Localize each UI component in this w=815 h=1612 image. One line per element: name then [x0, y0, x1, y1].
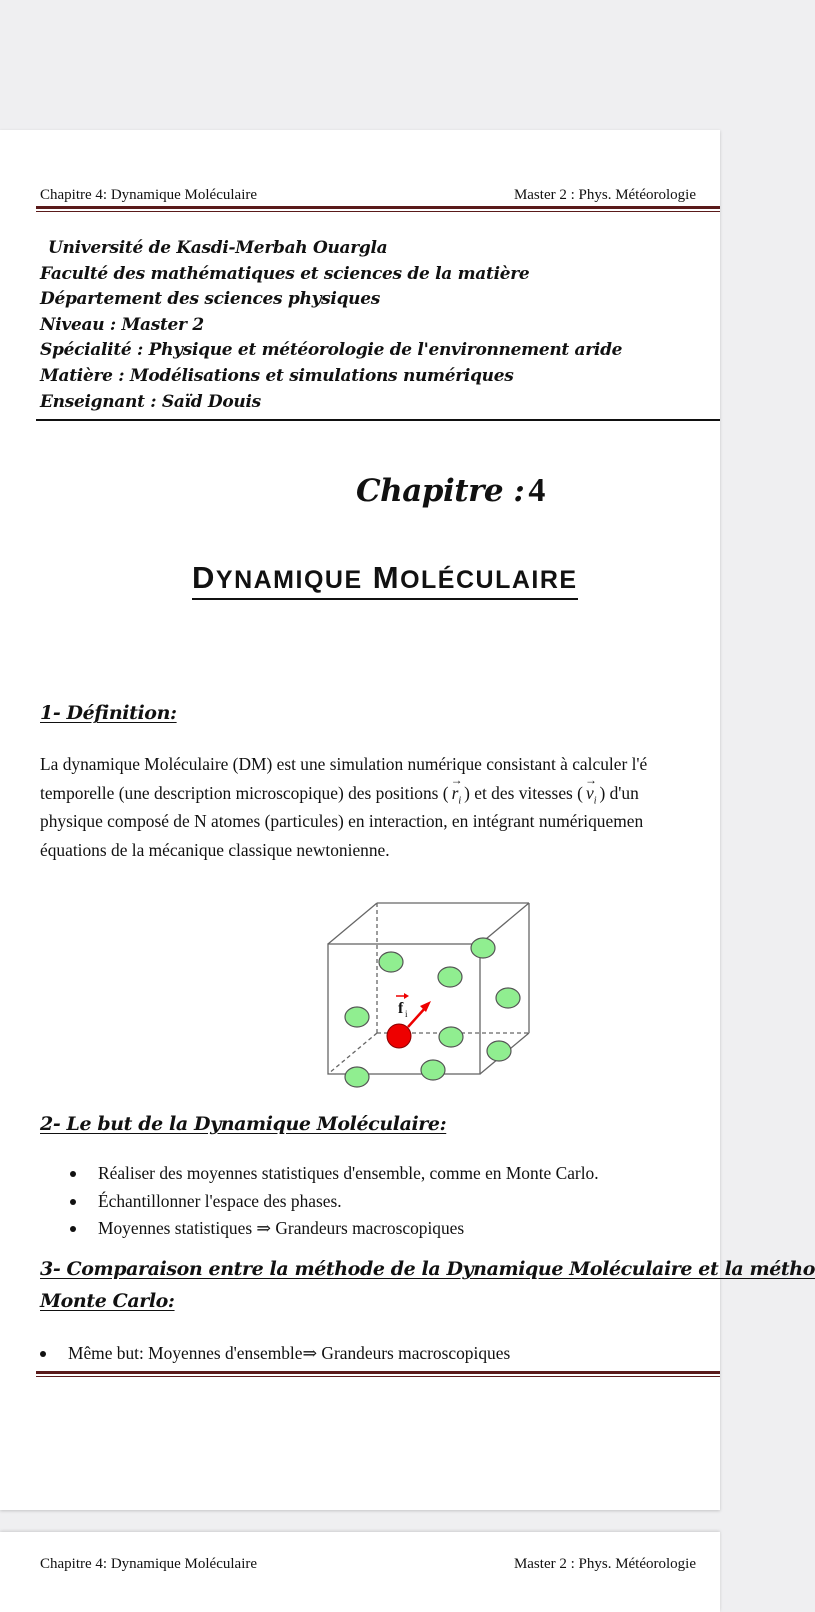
particle-green — [487, 1041, 511, 1061]
university-line: Université de Kasdi-Merbah Ouargla — [48, 238, 388, 258]
chapter-number: 4 — [528, 472, 546, 509]
running-header — [40, 187, 696, 204]
paragraph-line: temporelle (une description microscopique) des positions ( → $r_i$ ) et des vitesses ( → $v_i$ ) d'un — [40, 779, 760, 808]
particle-green — [471, 938, 495, 958]
particle-green — [439, 1027, 463, 1047]
particle-green — [379, 952, 403, 972]
definition-paragraph — [40, 750, 760, 864]
list-item: Réaliser des moyennes statistiques d'ensemble, comme en Monte Carlo. — [70, 1160, 599, 1188]
list-item: Échantillonner l'espace des phases. — [70, 1188, 599, 1216]
header-chapter: Chapitre 4: Dynamique Moléculaire — [40, 1556, 258, 1572]
running-header — [40, 1556, 696, 1573]
department-line: Département des sciences physiques — [40, 289, 381, 310]
chapter-label: Chapitre : 4 — [356, 472, 546, 509]
section-3-heading: 3- Comparaison entre la méthode de la Dynamique Moléculaire et la métho — [40, 1258, 815, 1280]
next-document-page — [0, 1532, 720, 1612]
speciality-line: Spécialité : Physique et météorologie de l'environnement aride — [40, 340, 623, 361]
header-course: Master 2 : Phys. Météorologie — [513, 1556, 696, 1572]
particle-green — [345, 1067, 369, 1087]
header-chapter: Chapitre 4: Dynamique Moléculaire — [40, 187, 258, 203]
paragraph-line: La dynamique Moléculaire (DM) est une simulation numérique consistant à calculer l'é — [40, 754, 648, 774]
teacher-line: Enseignant : Saïd Douis — [40, 391, 261, 412]
document-page — [0, 130, 815, 1510]
particle-green — [438, 967, 462, 987]
header-course: Master 2 : Phys. Météorologie — [513, 187, 696, 203]
force-subscript: i — [405, 1009, 408, 1019]
level-line: Niveau : Master 2 — [40, 314, 204, 335]
particle-red — [387, 1024, 411, 1048]
goals-list — [70, 1160, 599, 1243]
paragraph-line: équations de la mécanique classique newtonienne. — [40, 839, 390, 860]
list-item: Même but: Moyennes d'ensemble⇒ Grandeurs macroscopiques — [40, 1340, 510, 1368]
chapter-title: DYNAMIQUE MOLÉCULAIRE — [192, 560, 578, 600]
section-2-heading: 2- Le but de la Dynamique Moléculaire: — [40, 1113, 447, 1135]
section-1-heading: 1- Définition: — [40, 702, 177, 724]
particle-green — [496, 988, 520, 1008]
subject-line: Matière : Modélisations et simulations numériques — [40, 365, 514, 386]
particle-green — [345, 1007, 369, 1027]
particle-green — [421, 1060, 445, 1080]
info-rule — [36, 419, 720, 421]
institution-block — [40, 236, 622, 415]
force-label: f — [398, 1000, 404, 1017]
position-vector: → $r_i$ — [450, 772, 463, 806]
footer-rule — [36, 1371, 720, 1377]
section-3-heading-cont: Monte Carlo: — [40, 1290, 175, 1312]
faculty-line: Faculté des mathématiques et sciences de la matière — [40, 263, 530, 284]
comparison-list — [40, 1340, 510, 1368]
header-rule — [36, 206, 720, 212]
list-item: Moyennes statistiques ⇒ Grandeurs macroscopiques — [70, 1215, 599, 1243]
velocity-vector: → $v_i$ — [584, 772, 597, 806]
paragraph-line: physique composé de N atomes (particules) en interaction, en intégrant numériquemen — [40, 811, 644, 831]
molecular-box-figure — [325, 900, 535, 1078]
